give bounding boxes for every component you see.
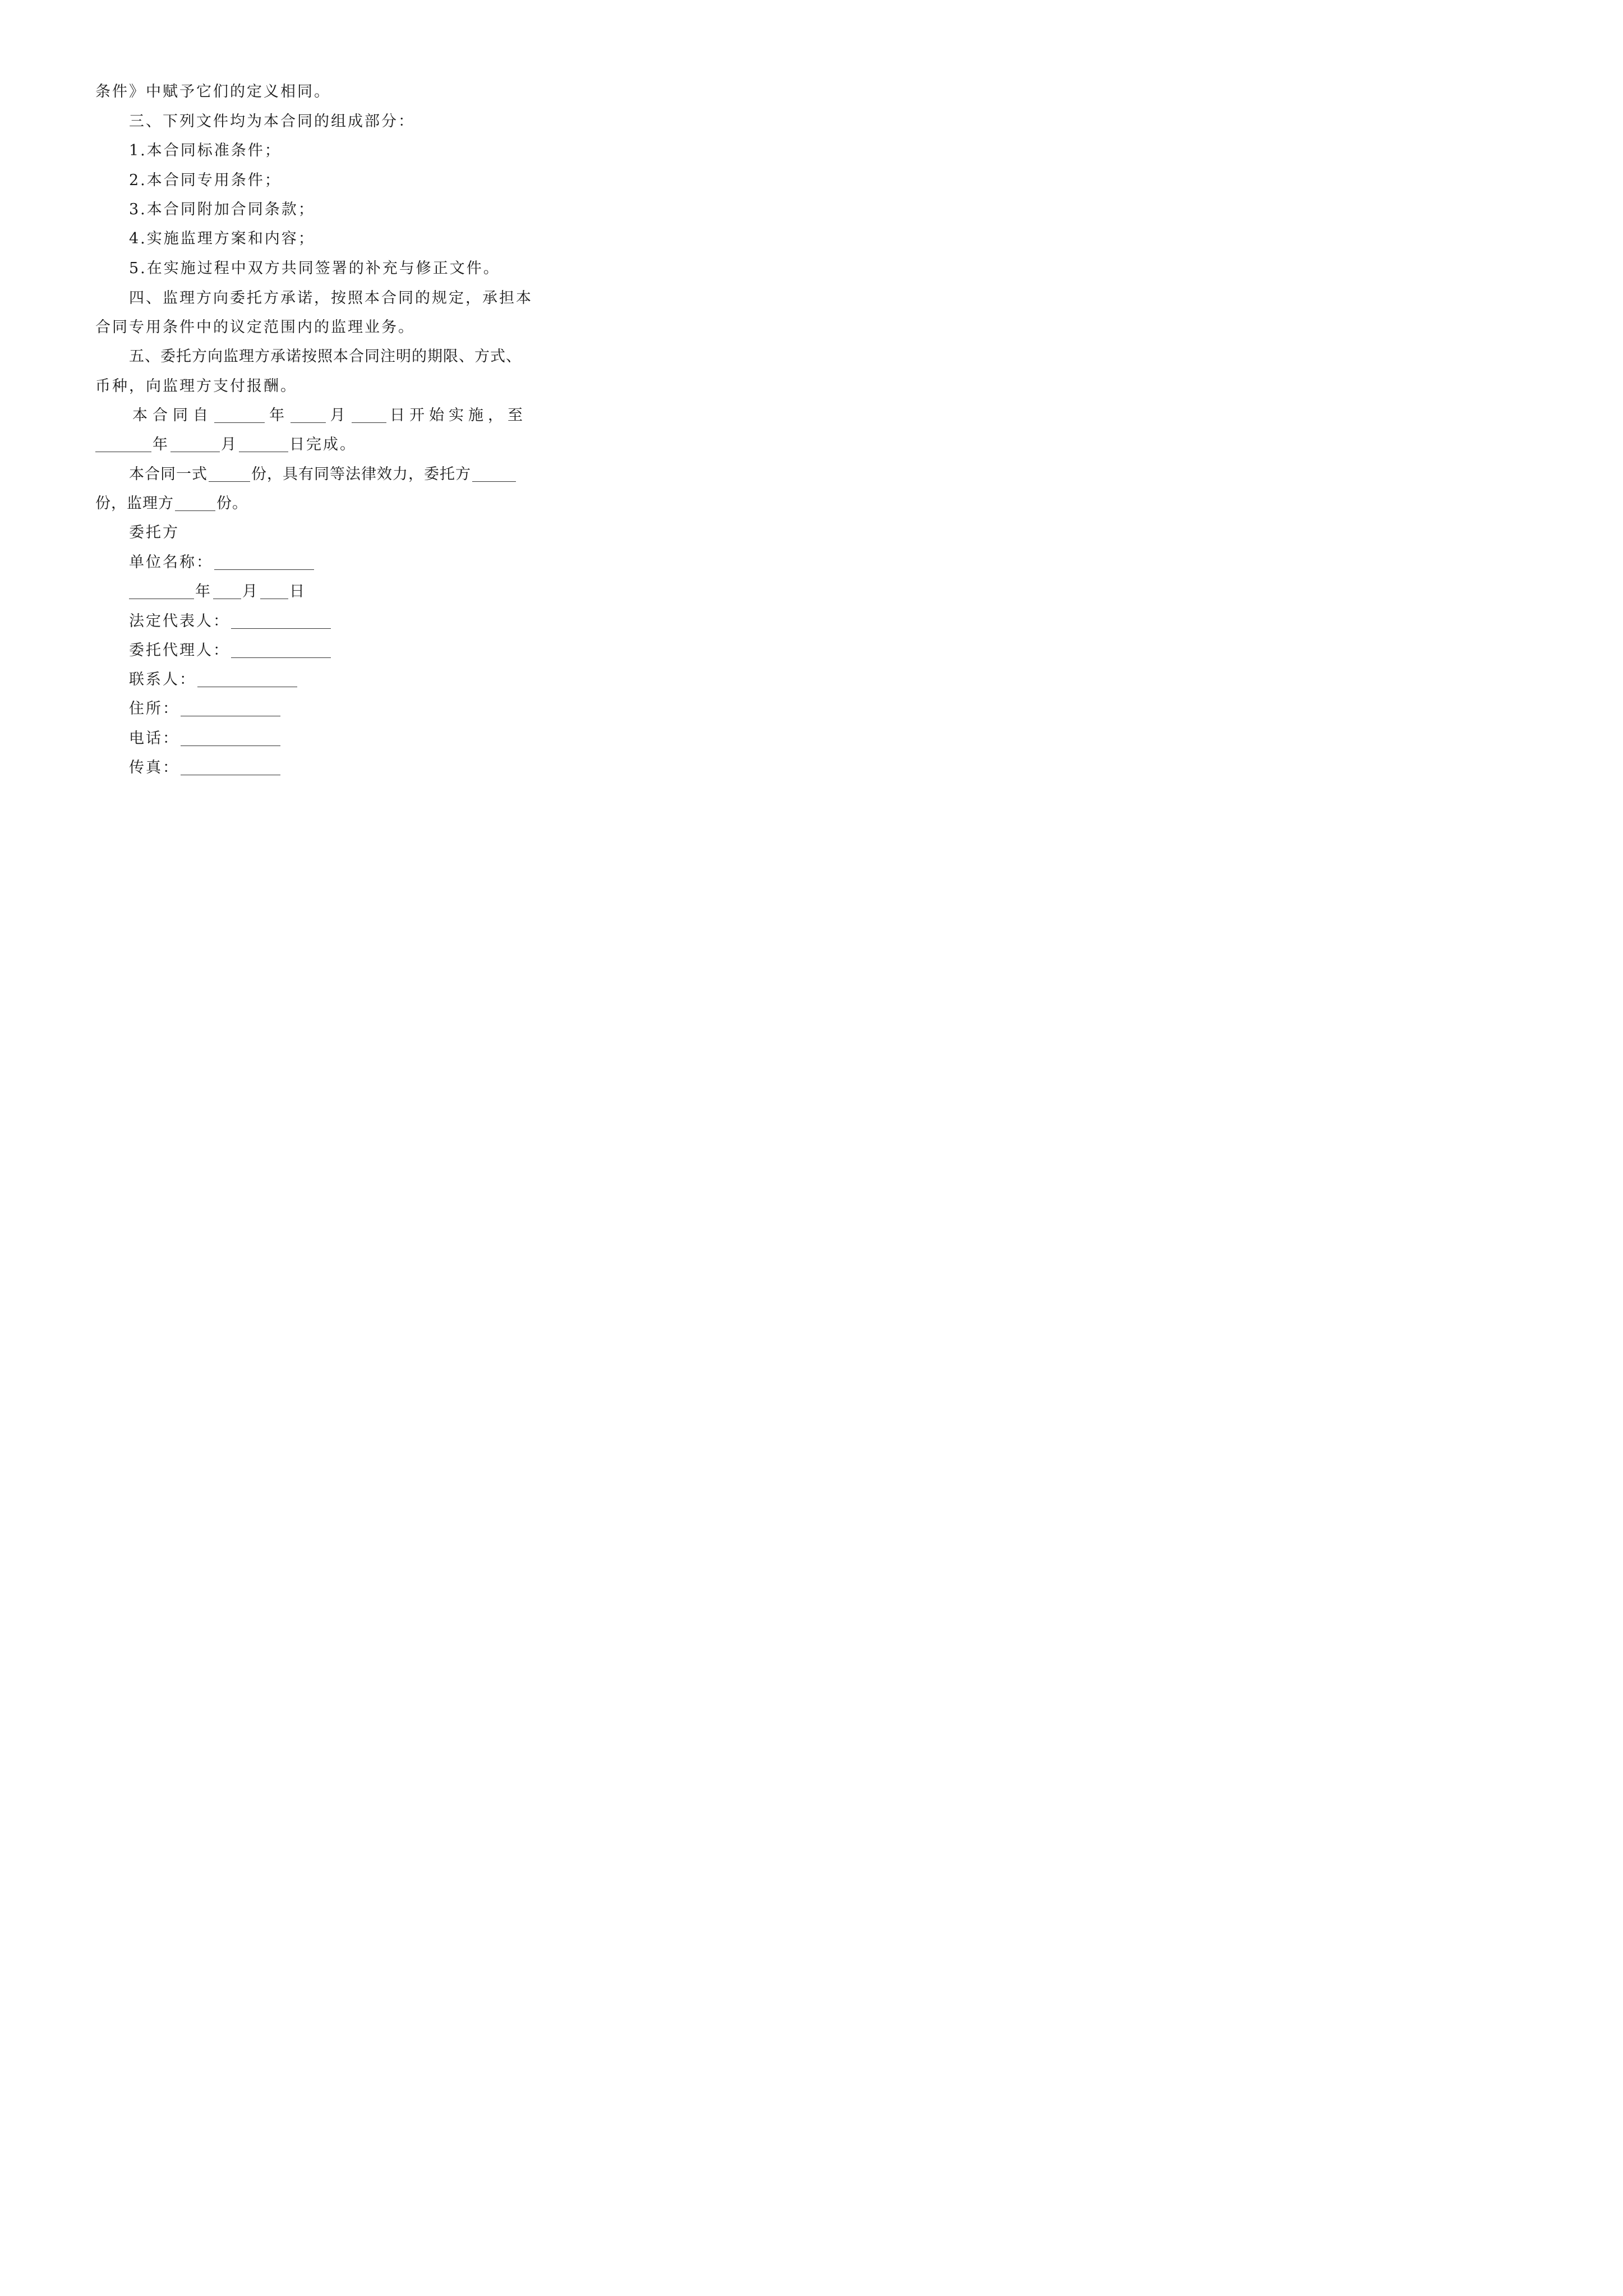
end-year-field[interactable] [95,438,151,452]
copies-line-1 [129,464,527,485]
start-year-label: 年 [269,407,287,424]
clause-three-heading: 三、下列文件均为本合同的组成部分： [129,113,415,130]
supervisor-copies-field[interactable] [175,497,215,511]
client-year-label: 年 [195,583,212,600]
client-day-label: 日 [289,583,306,600]
end-year-label: 年 [153,436,169,453]
clause-four-line-2: 合同专用条件中的议定范围内的监理业务。 [95,319,415,336]
copies-line-2 [95,494,527,514]
fax-label: 传真： [129,759,179,776]
start-year-field[interactable] [214,409,265,423]
client-copies-field[interactable] [472,468,516,482]
phone-field[interactable] [181,732,280,746]
client-month-label: 月 [242,583,259,600]
period-start-suffix: 日开始实施，至 [390,407,527,424]
client-date-row [129,582,527,602]
clause-five-line-2: 币种，向监理方支付报酬。 [95,378,297,395]
end-month-field[interactable] [170,438,220,452]
list-item-1: 1.本合同标准条件； [129,142,282,159]
legal-rep-field[interactable] [231,615,331,629]
paragraph-line: 条件》中赋予它们的定义相同。 [95,83,331,100]
list-item-5: 5.在实施过程中双方共同签署的补充与修正文件。 [129,260,500,277]
phone-row [129,729,527,749]
unit-name-field[interactable] [214,556,314,570]
client-month-field[interactable] [213,585,241,599]
end-month-label: 月 [221,436,238,453]
clause-four-line-1: 四、监理方向委托方承诺，按照本合同的规定，承担本 [129,289,533,307]
list-item-3: 3.本合同附加合同条款； [129,201,315,218]
copies-mid-2: 份，监理方 [95,495,174,512]
list-item-2: 2.本合同专用条件； [129,172,282,189]
address-field[interactable] [181,702,280,716]
fax-row [129,758,527,778]
document-page [0,0,617,872]
agent-field[interactable] [231,644,331,658]
copies-mid-1: 份，具有同等法律效力，委托方 [251,466,471,483]
address-row [129,699,527,719]
legal-rep-label: 法定代表人： [129,613,230,630]
client-day-field[interactable] [260,585,288,599]
unit-name-row [129,553,527,573]
client-heading: 委托方 [129,524,179,541]
start-month-label: 月 [330,407,347,424]
copies-suffix: 份。 [216,495,248,512]
end-day-field[interactable] [239,438,288,452]
legal-rep-row [129,611,527,632]
unit-name-label: 单位名称： [129,554,213,571]
period-end-suffix: 日完成。 [289,436,357,453]
client-year-field[interactable] [129,585,194,599]
start-day-field[interactable] [352,409,386,423]
contact-field[interactable] [197,673,297,687]
period-line-1 [132,406,527,426]
agent-label: 委托代理人： [129,642,230,659]
copies-prefix: 本合同一式 [129,466,208,483]
period-start-prefix: 本合同自 [132,407,213,424]
phone-label: 电话： [129,730,179,747]
start-month-field[interactable] [291,409,325,423]
period-line-2 [95,435,527,455]
contact-label: 联系人： [129,671,196,688]
list-item-4: 4.实施监理方案和内容； [129,230,315,247]
total-copies-field[interactable] [209,468,250,482]
fax-field[interactable] [181,761,280,775]
agent-row [129,641,527,661]
address-label: 住所： [129,700,179,717]
contact-row [129,670,527,690]
clause-five-line-1: 五、委托方向监理方承诺按照本合同注明的期限、方式、 [129,348,522,365]
